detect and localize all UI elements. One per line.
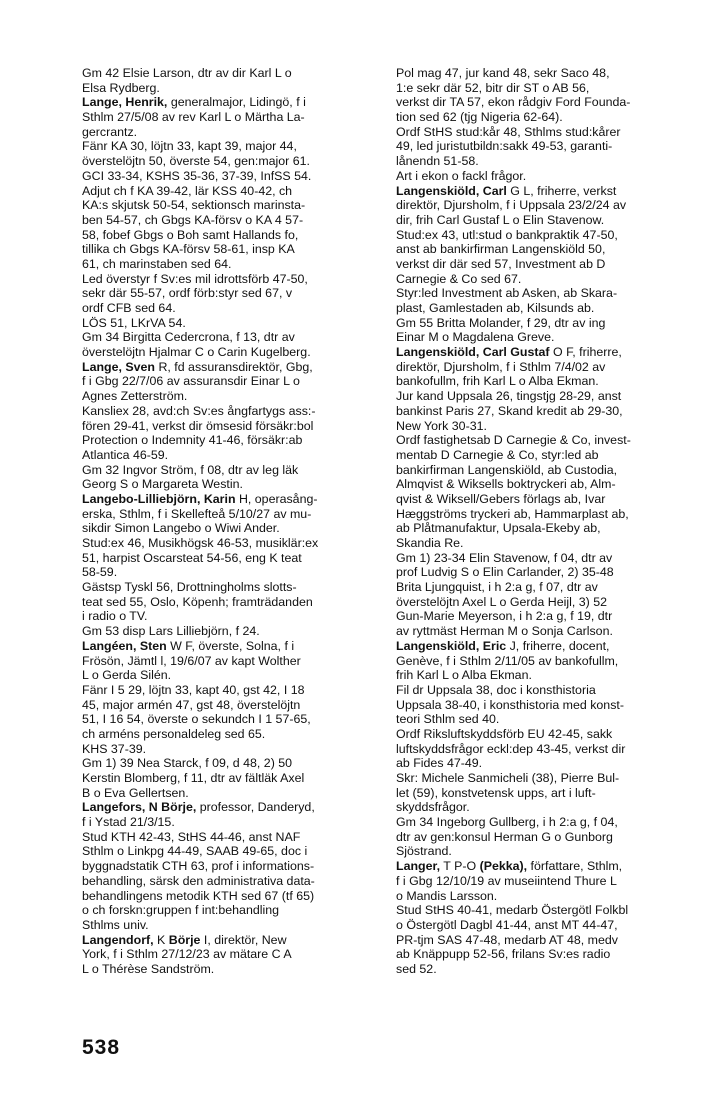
text-line [396,947,686,962]
entry-text: bankinst Paris 27, Skand kredit ab 29-30, [396,403,623,418]
entry-text: f i Gbg 22/7/06 av assuransdir Einar L o [82,374,300,389]
entry-name: Langendorf, [82,932,154,947]
text-line [82,609,378,624]
entry-text: dir, frih Carl Gustaf L o Elin Stavenow. [396,212,605,227]
entry-text: Ordf fastighetsab D Carnegie & Co, invest- [396,433,631,448]
text-line [396,507,686,522]
text-line [396,565,686,580]
entry-text: fören 29-41, verkst dir ömsesid försäkr:bol [82,418,314,433]
entry-text: överstelöjtn 50, överste 54, gen:major 61. [82,154,310,169]
text-line [82,874,378,889]
entry-text: sikdir Simon Langebo o Wiwi Ander. [82,521,280,536]
right-column [396,66,686,977]
entry-text: H, operasång- [235,491,318,506]
entry-name: Langebo-Lilliebjörn, Karin [82,491,236,506]
entry-text: av ryttmäst Herman M o Sonja Carlson. [396,624,613,639]
entry-text: erska, Sthlm, f i Skellefteå 5/10/27 av mu- [82,506,312,521]
entry-text: ordf CFB sed 64. [82,301,176,315]
text-line [82,742,378,757]
entry-text: ben 54-57, ch Gbgs KA-försv o KA 4 57- [82,212,304,227]
text-line [396,169,686,184]
text-line [396,463,686,478]
entry-text: Stud:ex 43, utl:stud o bankpraktik 47-50, [396,227,618,242]
entry-text: Gm 32 Ingvor Ström, f 08, dtr av leg läk [82,462,299,477]
text-line [396,786,686,801]
entry-text: f i Gbg 12/10/19 av museiintend Thure L [396,873,617,888]
text-line [82,463,378,478]
text-line [396,727,686,742]
text-line [396,551,686,566]
text-line [82,198,378,213]
text-line [82,859,378,874]
entry-text: 58-59. [82,565,118,580]
text-line [82,257,378,272]
text-line [82,345,378,360]
text-line [396,830,686,845]
entry-text: Frösön, Jämtl l, 19/6/07 av kapt Wolther [82,653,301,668]
entry-text: K [153,932,169,947]
entry-text: B o Eva Gellertsen. [82,785,189,800]
entry-text: Hæggströms tryckeri ab, Hammarplast ab, [396,506,629,521]
text-line [396,433,686,448]
text-line [82,404,378,419]
entry-text: direktör, Djursholm, f i Sthlm 7/4/02 av [396,359,606,374]
text-line [396,903,686,918]
text-line [82,66,378,81]
text-line [82,81,378,96]
entry-text: GCI 33-34, KSHS 35-36, 37-39, InfSS 54. [82,168,312,183]
entry-text: Kansliex 28, avd:ch Sv:es ångfartygs ass:- [82,403,316,418]
entry-text: let (59), konstvetensk upps, art i luft- [396,785,596,800]
text-line [396,683,686,698]
entry-text: tion sed 62 (tjg Nigeria 62-64). [396,110,563,125]
text-line [396,815,686,830]
entry-text: Einar M o Magdalena Greve. [396,330,555,345]
text-line [82,389,378,404]
entry-text: Stud KTH 42-43, StHS 44-46, anst NAF [82,829,301,844]
text-line [82,830,378,845]
text-line [82,595,378,610]
entry-text: prof Ludvig S o Elin Carlander, 2) 35-48 [396,565,614,580]
entry-text: Stud:ex 46, Musikhögsk 46-53, musiklär:ex [82,536,319,550]
text-line [82,95,378,110]
entry-text: f i Ystad 21/3/15. [82,815,175,830]
text-line [396,125,686,140]
text-line [396,742,686,757]
entry-text: professor, Danderyd, [196,800,315,815]
text-line [82,536,378,551]
text-line [82,800,378,815]
entry-text: 49, led juristutbildn:sakk 49-53, garanti- [396,139,613,154]
text-line [82,565,378,580]
text-line [82,242,378,257]
text-line [82,654,378,669]
entry-text: överstelöjtn Axel L o Gerda Heijl, 3) 52 [396,594,607,609]
entry-text: R, fd assuransdirektör, Gbg, [155,359,313,374]
text-line [82,492,378,507]
entry-text: Sthlm o Linkpg 44-49, SAAB 49-65, doc i [82,844,308,859]
entry-text: gercrantz. [82,124,138,139]
entry-text: Gm 34 Ingeborg Gullberg, i h 2:a g, f 04, [396,815,618,830]
entry-text: 51, I 16 54, överste o sekundch I 1 57-65, [82,712,311,727]
text-line [82,933,378,948]
text-line [82,286,378,301]
text-line [82,727,378,742]
entry-text: sekr där 55-57, ordf förb:styr sed 67, v [82,286,293,301]
entry-name: Langefors, N Börje, [82,800,197,815]
entry-text: G L, friherre, verkst [506,183,617,198]
text-line [82,374,378,389]
entry-text: tillika ch Gbgs KA-försv 58-61, insp KA [82,242,295,257]
entry-text: ab Plåtmanufaktur, Upsala-Ekeby ab, [396,521,601,536]
text-line [396,286,686,301]
entry-text: Gm 42 Elsie Larson, dtr av dir Karl L o [82,66,292,80]
entry-text: Protection o Indemnity 41-46, försäkr:ab [82,433,303,448]
entry-text: direktör, Djursholm, f i Uppsala 23/2/24 av [396,198,627,213]
text-line [396,521,686,536]
text-line [396,257,686,272]
entry-name: Lange, Henrik, [82,95,168,110]
entry-name: (Pekka), [479,859,528,874]
text-line [396,756,686,771]
text-line [82,624,378,639]
text-line [396,360,686,375]
text-line [82,668,378,683]
text-line [396,918,686,933]
entry-text: Gm 34 Birgitta Cedercrona, f 13, dtr av [82,330,295,345]
text-line [82,756,378,771]
entry-text: Sthlms univ. [82,917,149,932]
text-line [396,228,686,243]
entry-name: Börje [168,932,201,947]
entry-text: ab Knäppupp 52-56, frilans Sv:es radio [396,947,611,962]
entry-text: Gun-Marie Meyerson, i h 2:a g, f 19, dtr [396,609,613,624]
entry-text: o ch forskn:gruppen f int:behandling [82,903,280,918]
text-line [82,316,378,331]
text-line [82,551,378,566]
text-line [396,66,686,81]
text-line [396,712,686,727]
text-line [396,242,686,257]
text-line [396,154,686,169]
text-line [396,654,686,669]
entry-text: Fil dr Uppsala 38, doc i konsthistoria [396,682,596,697]
text-line [82,815,378,830]
text-line [82,639,378,654]
text-line [396,962,686,977]
entry-text: Atlantica 46-59. [82,447,169,462]
entry-text: teori Sthlm sed 40. [396,712,500,727]
entry-name: Langenskiöld, Eric [396,638,507,653]
entry-text: Art i ekon o fackl frågor. [396,168,527,183]
text-line [82,301,378,316]
entry-text: ab Fides 47-49. [396,756,483,771]
text-line [82,184,378,199]
entry-text: generalmajor, Lidingö, f i [167,95,306,110]
text-line [82,771,378,786]
text-line [396,95,686,110]
text-line [82,712,378,727]
entry-text: York, f i Sthlm 27/12/23 av mätare C A [82,947,292,962]
entry-text: KA:s skjutsk 50-54, sektionsch marinsta- [82,198,306,213]
text-line [82,683,378,698]
entry-name: Langenskiöld, Carl Gustaf [396,345,550,360]
entry-text: Georg S o Margareta Westin. [82,477,243,492]
entry-text: 51, harpist Oscarsteat 54-56, eng K teat [82,550,302,565]
text-line [82,918,378,933]
entry-text: dtr av gen:konsul Herman G o Gunborg [396,829,613,844]
entry-text: J, friherre, docent, [506,638,610,653]
entry-text: Ordf StHS stud:kår 48, Sthlms stud:kårer [396,124,621,139]
text-line [396,698,686,713]
text-line [82,125,378,140]
entry-text: Carnegie & Co sed 67. [396,271,522,286]
entry-text: I, direktör, New [200,932,287,947]
text-line [396,874,686,889]
text-line [396,316,686,331]
entry-text: ch arméns personaldeleg sed 65. [82,726,266,741]
text-line [82,228,378,243]
text-line [396,889,686,904]
text-line [396,184,686,199]
entry-text: Almqvist & Wiksells boktryckeri ab, Alm- [396,477,616,492]
entry-text: luftskyddsfrågor eckl:dep 43-45, verkst dir [396,741,626,756]
entry-text: Skandia Re. [396,536,464,550]
text-line [396,389,686,404]
text-line [396,345,686,360]
entry-text: Sjöstrand. [396,844,452,859]
text-line [82,419,378,434]
entry-text: PR-tjm SAS 47-48, medarb AT 48, medv [396,932,618,947]
text-line [82,330,378,345]
text-line [82,433,378,448]
text-line [396,624,686,639]
text-line [82,786,378,801]
text-line [82,477,378,492]
entry-text: New York 30-31. [396,418,487,433]
text-line [396,198,686,213]
entry-name: Langéen, Sten [82,638,167,653]
text-line [82,448,378,463]
entry-text: W F, överste, Solna, f i [166,638,295,653]
text-line [82,507,378,522]
entry-text: sed 52. [396,961,437,976]
entry-text: qvist & Wiksell/Gebers förlags ab, Ivar [396,491,606,506]
text-line [396,771,686,786]
text-line [82,213,378,228]
text-line [82,903,378,918]
entry-text: lånendn 51-58. [396,154,479,169]
entry-text: O F, friherre, [549,345,622,360]
text-line [396,81,686,96]
entry-text: Styr:led Investment ab Asken, ab Skara- [396,286,618,301]
text-line [396,933,686,948]
entry-text: författare, Sthlm, [527,859,623,874]
entry-text: Gm 1) 39 Nea Starck, f 09, d 48, 2) 50 [82,756,293,771]
text-line [396,110,686,125]
text-line [396,595,686,610]
entry-text: frih Karl L o Alba Ekman. [396,668,532,683]
text-line [396,859,686,874]
entry-text: Brita Ljungquist, i h 2:a g, f 07, dtr av [396,580,598,595]
entry-text: Kerstin Blomberg, f 11, dtr av fältläk Axel [82,771,305,785]
text-line [396,477,686,492]
entry-text: bankofullm, frih Karl L o Alba Ekman. [396,374,599,389]
entry-text: Agnes Zetterström. [82,389,188,404]
entry-text: o Östergötl Dagbl 41-44, anst MT 44-47, [396,917,618,932]
text-line [82,169,378,184]
entry-text: Fänr I 5 29, löjtn 33, kapt 40, gst 42, I 18 [82,682,305,697]
entry-text: Uppsala 38-40, i konsthistoria med konst- [396,697,624,712]
text-line [82,889,378,904]
entry-text: Gästsp Tyskl 56, Drottningholms slotts- [82,580,297,595]
entry-name: Lange, Sven [82,359,155,374]
text-line [396,492,686,507]
text-line [82,844,378,859]
entry-text: 58, fobef Gbgs o Boh samt Hallands fo, [82,227,299,242]
text-line [82,110,378,125]
entry-text: LÖS 51, LKrVA 54. [82,315,186,330]
text-line [396,374,686,389]
text-line [396,448,686,463]
text-line [396,272,686,287]
entry-text: Genève, f i Sthlm 2/11/05 av bankofullm, [396,653,619,668]
entry-text: anst ab bankirfirman Langenskiöld 50, [396,242,606,257]
entry-text: Stud StHS 40-41, medarb Östergötl Folkbl [396,903,629,918]
text-line [396,844,686,859]
entry-text: L o Thérèse Sandström. [82,961,215,976]
text-line [396,536,686,551]
left-column [82,66,378,977]
entry-text: verkst dir TA 57, ekon rådgiv Ford Founda- [396,95,631,110]
text-line [396,404,686,419]
entry-text: verkst dir där sed 57, Investment ab D [396,256,606,271]
entry-text: Gm 55 Britta Molander, f 29, dtr av ing [396,315,606,330]
entry-text: behandlingens metodik KTH sed 67 (tf 65) [82,888,315,903]
entry-text: L o Gerda Silén. [82,668,172,683]
entry-text: Led överstyr f Sv:es mil idrottsförb 47-50, [82,271,308,286]
text-line [82,272,378,287]
text-line [82,580,378,595]
entry-text: överstelöjtn Hjalmar C o Carin Kugelberg. [82,345,311,360]
entry-text: teat sed 55, Oslo, Köpenh; framträdanden [82,594,313,609]
page-number: 538 [82,1036,121,1059]
text-line [82,698,378,713]
text-line [396,139,686,154]
text-line [396,419,686,434]
text-line [396,609,686,624]
entry-text: Elsa Rydberg. [82,80,160,95]
entry-text: Fänr KA 30, löjtn 33, kapt 39, major 44, [82,139,297,154]
entry-text: Ordf Riksluftskyddsförb EU 42-45, sakk [396,726,613,741]
entry-name: Langer, [396,859,441,874]
entry-text: 45, major armén 47, gst 48, överstelöjtn [82,697,301,712]
entry-text: T P-O [440,859,480,874]
entry-text: skyddsfrågor. [396,800,470,815]
entry-text: Sthlm 27/5/08 av rev Karl L o Märtha La- [82,110,305,125]
text-line [82,521,378,536]
entry-name: Langenskiöld, Carl [396,183,507,198]
text-line [396,301,686,316]
entry-text: Pol mag 47, jur kand 48, sekr Saco 48, [396,66,610,80]
text-line [396,668,686,683]
entry-text: Jur kand Uppsala 26, tingstjg 28-29, anst [396,389,622,404]
entry-text: behandling, särsk den administrativa data- [82,873,315,888]
text-line [82,139,378,154]
entry-text: Gm 53 disp Lars Lilliebjörn, f 24. [82,624,260,639]
text-line [82,154,378,169]
text-line [396,580,686,595]
entry-text: mentab D Carnegie & Co, styr:led ab [396,447,599,462]
text-line [82,947,378,962]
text-line [396,330,686,345]
entry-text: byggnadstatik CTH 63, prof i informations- [82,859,315,874]
text-line [82,360,378,375]
entry-text: o Mandis Larsson. [396,888,498,903]
entry-text: i radio o TV. [82,609,148,624]
entry-text: Gm 1) 23-34 Elin Stavenow, f 04, dtr av [396,550,613,565]
entry-text: 1:e sekr där 52, bitr dir ST o AB 56, [396,80,590,95]
text-line [396,213,686,228]
entry-text: KHS 37-39. [82,741,147,756]
entry-text: 61, ch marinstaben sed 64. [82,256,232,271]
entry-text: bankirfirman Langenskiöld, ab Custodia, [396,462,618,477]
entry-text: Adjut ch f KA 39-42, lär KSS 40-42, ch [82,183,293,198]
text-line [396,639,686,654]
text-line [82,962,378,977]
entry-text: plast, Gamlestaden ab, Kilsunds ab. [396,301,595,315]
entry-text: Skr: Michele Sanmicheli (38), Pierre Bul- [396,771,620,785]
text-line [396,800,686,815]
